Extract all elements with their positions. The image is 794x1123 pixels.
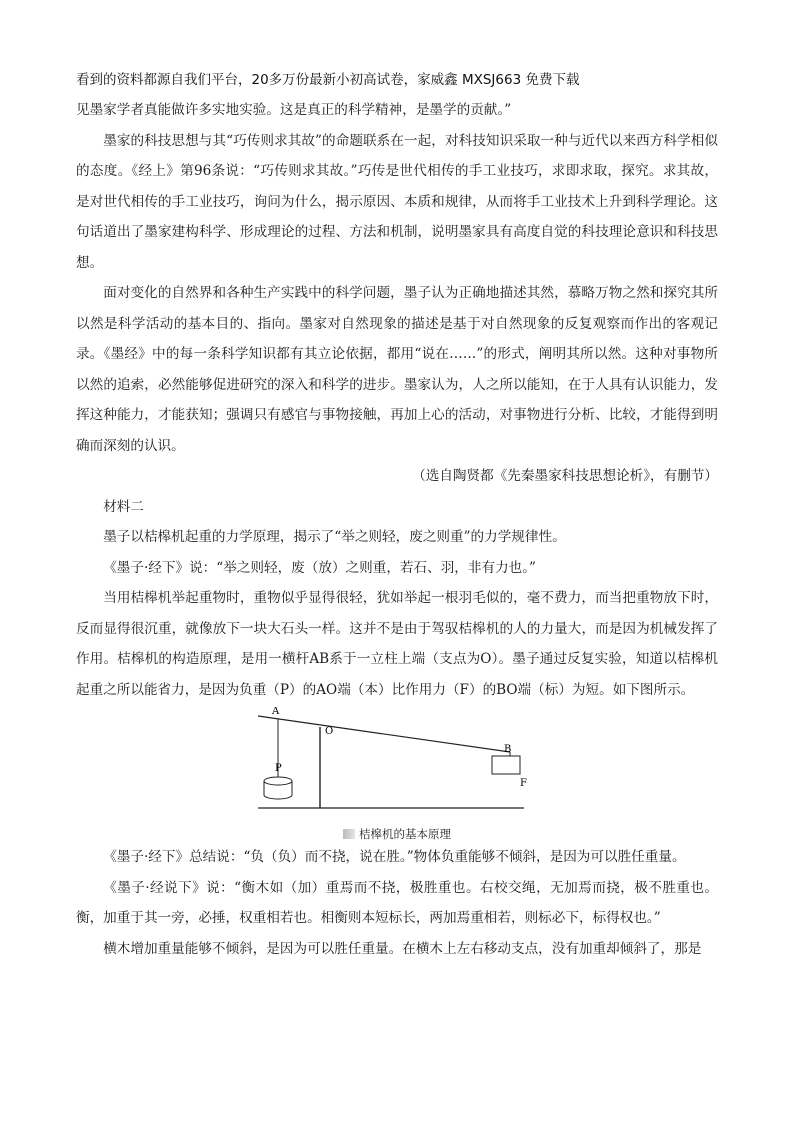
paragraph: 《墨子·经下》说：“举之则轻，废（放）之则重，若石、羽，非有力也。” bbox=[103, 559, 537, 576]
caption-text: 桔槔机的基本原理 bbox=[359, 827, 451, 841]
beam-line bbox=[258, 716, 510, 752]
paragraph: 《墨子·经下》总结说：“负（负）而不挠，说在胜。”物体负重能够不倾斜，是因为可以胜任重量。 bbox=[103, 849, 686, 865]
box-b bbox=[492, 756, 520, 774]
paragraph: 墨子以桔槔机起重的力学原理，揭示了“举之则轻，废之则重”的力学规律性。 bbox=[103, 529, 566, 545]
paragraph: 当用桔槔机举起重物时，重物似乎显得很轻，犹如举起一根羽毛似的，毫不费力，而当把重物放下时，反而显得很沉重，就像放下一块大石头一样。这并不是由于驾驭桔槔机的人的力量大，而是因为机械发挥了作用。桔槔机的构造原理，是用一横杆AB系于一立柱上端（支点为O）。墨子通过反复实验，知道以桔槔机起重之所以能省力，是因为负重（P）的AO端（本）比作用力（F）的BO端（标）为短。如下图所示。 bbox=[76, 590, 718, 698]
figure-caption bbox=[76, 819, 718, 850]
label-a: A bbox=[272, 707, 280, 717]
lever-diagram-figure bbox=[76, 707, 718, 842]
paragraph: 墨家的科技思想与其“巧传则求其故”的命题联系在一起，对科技知识采取一种与近代以来西方科学相似的态度。《经上》第96条说：“巧传则求其故。”巧传是世代相传的手工业技巧，求即求取，探究。求其故，是对世代相传的手工业技巧，询问为什么，揭示原因、本质和规律，从而将手工业技术上升到科学理论。这句话道出了墨家建构科学、形成理论的过程、方法和机制，说明墨家具有高度自觉的科技理论意识和科技思想。 bbox=[76, 132, 718, 271]
section-heading-material2: 材料二 bbox=[103, 498, 144, 515]
label-o: O bbox=[325, 726, 334, 737]
source-citation: （选自陶贤都《先秦墨家科技思想论析》，有删节） bbox=[412, 468, 718, 484]
paragraph: 《墨子·经说下》说：“衡木如（加）重焉而不挠，极胜重也。右校交绳，无加焉而挠，极不胜重也。衡，加重于其一旁，必捶，权重相若也。相衡则本短标长，两加焉重相若，则标必下，标得权也。” bbox=[76, 879, 718, 926]
label-p: P bbox=[275, 763, 282, 774]
label-b: B bbox=[504, 744, 512, 755]
lever-diagram bbox=[258, 707, 538, 817]
paragraph: 横木增加重量能够不倾斜，是因为可以胜任重量。在横木上左右移动支点，没有加重却倾斜了，那是 bbox=[103, 940, 702, 957]
caption-marker-icon bbox=[343, 829, 355, 839]
label-f: F bbox=[520, 778, 527, 789]
header-ad-text: 看到的资料都源自我们平台，20多万份最新小初高试卷，家威鑫 MXSJ663 免费下载 bbox=[76, 72, 580, 88]
article-body bbox=[76, 95, 718, 964]
paragraph: 面对变化的自然界和各种生产实践中的科学问题，墨子认为正确地描述其然，慕略万物之然和探究其所以然是科学活动的基本目的、指向。墨家对自然现象的描述是基于对自然现象的反复观察而作出的客观记录。《墨经》中的每一条科学知识都有其立论依据，都用“说在……”的形式，阐明其所以然。这种对事物所以然的追索，必然能够促进研究的深入和科学的进步。墨家认为，人之所以能知，在于人具有认识能力，发挥这种能力，才能获知；强调只有感官与事物接触，再加上心的活动，对事物进行分析、比较，才能得到明确而深刻的认识。 bbox=[76, 285, 718, 454]
paragraph: 见墨家学者真能做许多实地实验。这是真正的科学精神，是墨学的贡献。” bbox=[76, 102, 512, 118]
